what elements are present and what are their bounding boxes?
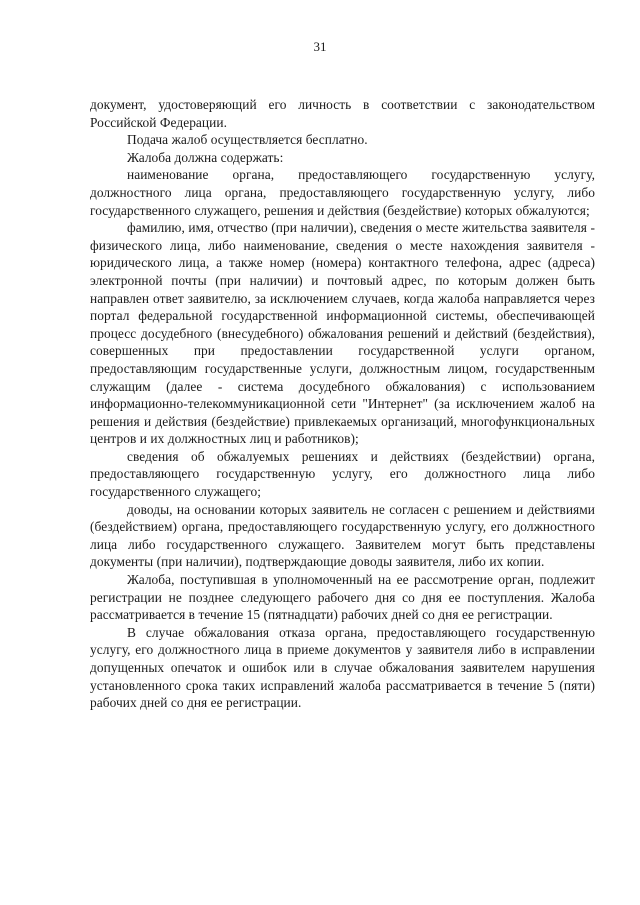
- paragraph-identity-document: документ, удостоверяющий его личность в соответствии с законодательством Российской Федерации.: [90, 97, 595, 130]
- page-number: 31: [313, 39, 327, 54]
- paragraph-body-name: наименование органа, предоставляющего государственную услугу, должностного лица органа, предоставляющего государственную услугу, либо государственного служащего, решения и действия (бездействие) которых обжалуются;: [90, 167, 595, 218]
- paragraph-applicant-details: фамилию, имя, отчество (при наличии), сведения о месте жительства заявителя - физического лица, либо наименование, сведения о месте нахождения заявителя - юридического лица, а также номер (номера) контактного телефона, адрес (адреса) электронной почты (при наличии) и почтовый адрес, по которым должен быть направлен ответ заявителю, за исключением случаев, когда жалоба направляется через портал федеральной государственной информационной системы, обеспечивающей процесс досудебного (внесудебного) обжалования решений и действий (бездействия), совершенных при предоставлении государственной услуги органом, предоставляющим государственные услуги, должностным лицом, государственным служащим (далее - система досудебного обжалования) с использованием информационно-телекоммуникационной сети "Интернет" (за исключением жалоб на решения и действия (бездействие) привлекаемых организаций, многофункциональных центров и их должностных лиц и работников);: [90, 220, 595, 447]
- paragraph-complaint-contents-intro: Жалоба должна содержать:: [127, 149, 284, 165]
- paragraph-registration-term: Жалоба, поступившая в уполномоченный на ее рассмотрение орган, подлежит регистрации не позднее следующего рабочего дня со дня ее поступления. Жалоба рассматривается в течение 15 (пятнадцати) рабочих дней со дня ее регистрации.: [90, 572, 595, 623]
- paragraph-appealed-decisions: сведения об обжалуемых решениях и действиях (бездействии) органа, предоставляющего государственную услугу, его должностного лица либо государственного служащего;: [90, 448, 595, 500]
- paragraph-refusal-appeal-term: В случае обжалования отказа органа, предоставляющего государственную услугу, его должностного лица в приеме документов у заявителя либо в исправлении допущенных опечаток и ошибок или в случае обжалования заявителем нарушения установленного срока таких исправлений жалоба рассматривается в течение 5 (пяти) рабочих дней со дня ее регистрации.: [90, 624, 595, 711]
- paragraph-arguments: доводы, на основании которых заявитель не согласен с решением и действиями (бездействием) органа, предоставляющего государственную услугу, его должностного лица либо государственного служащего. Заявителем могут быть представлены документы (при наличии), подтверждающие доводы заявителя, либо их копии.: [90, 501, 595, 570]
- document-body: [90, 96, 595, 712]
- paragraph-free-of-charge: Подача жалоб осуществляется бесплатно.: [127, 132, 368, 148]
